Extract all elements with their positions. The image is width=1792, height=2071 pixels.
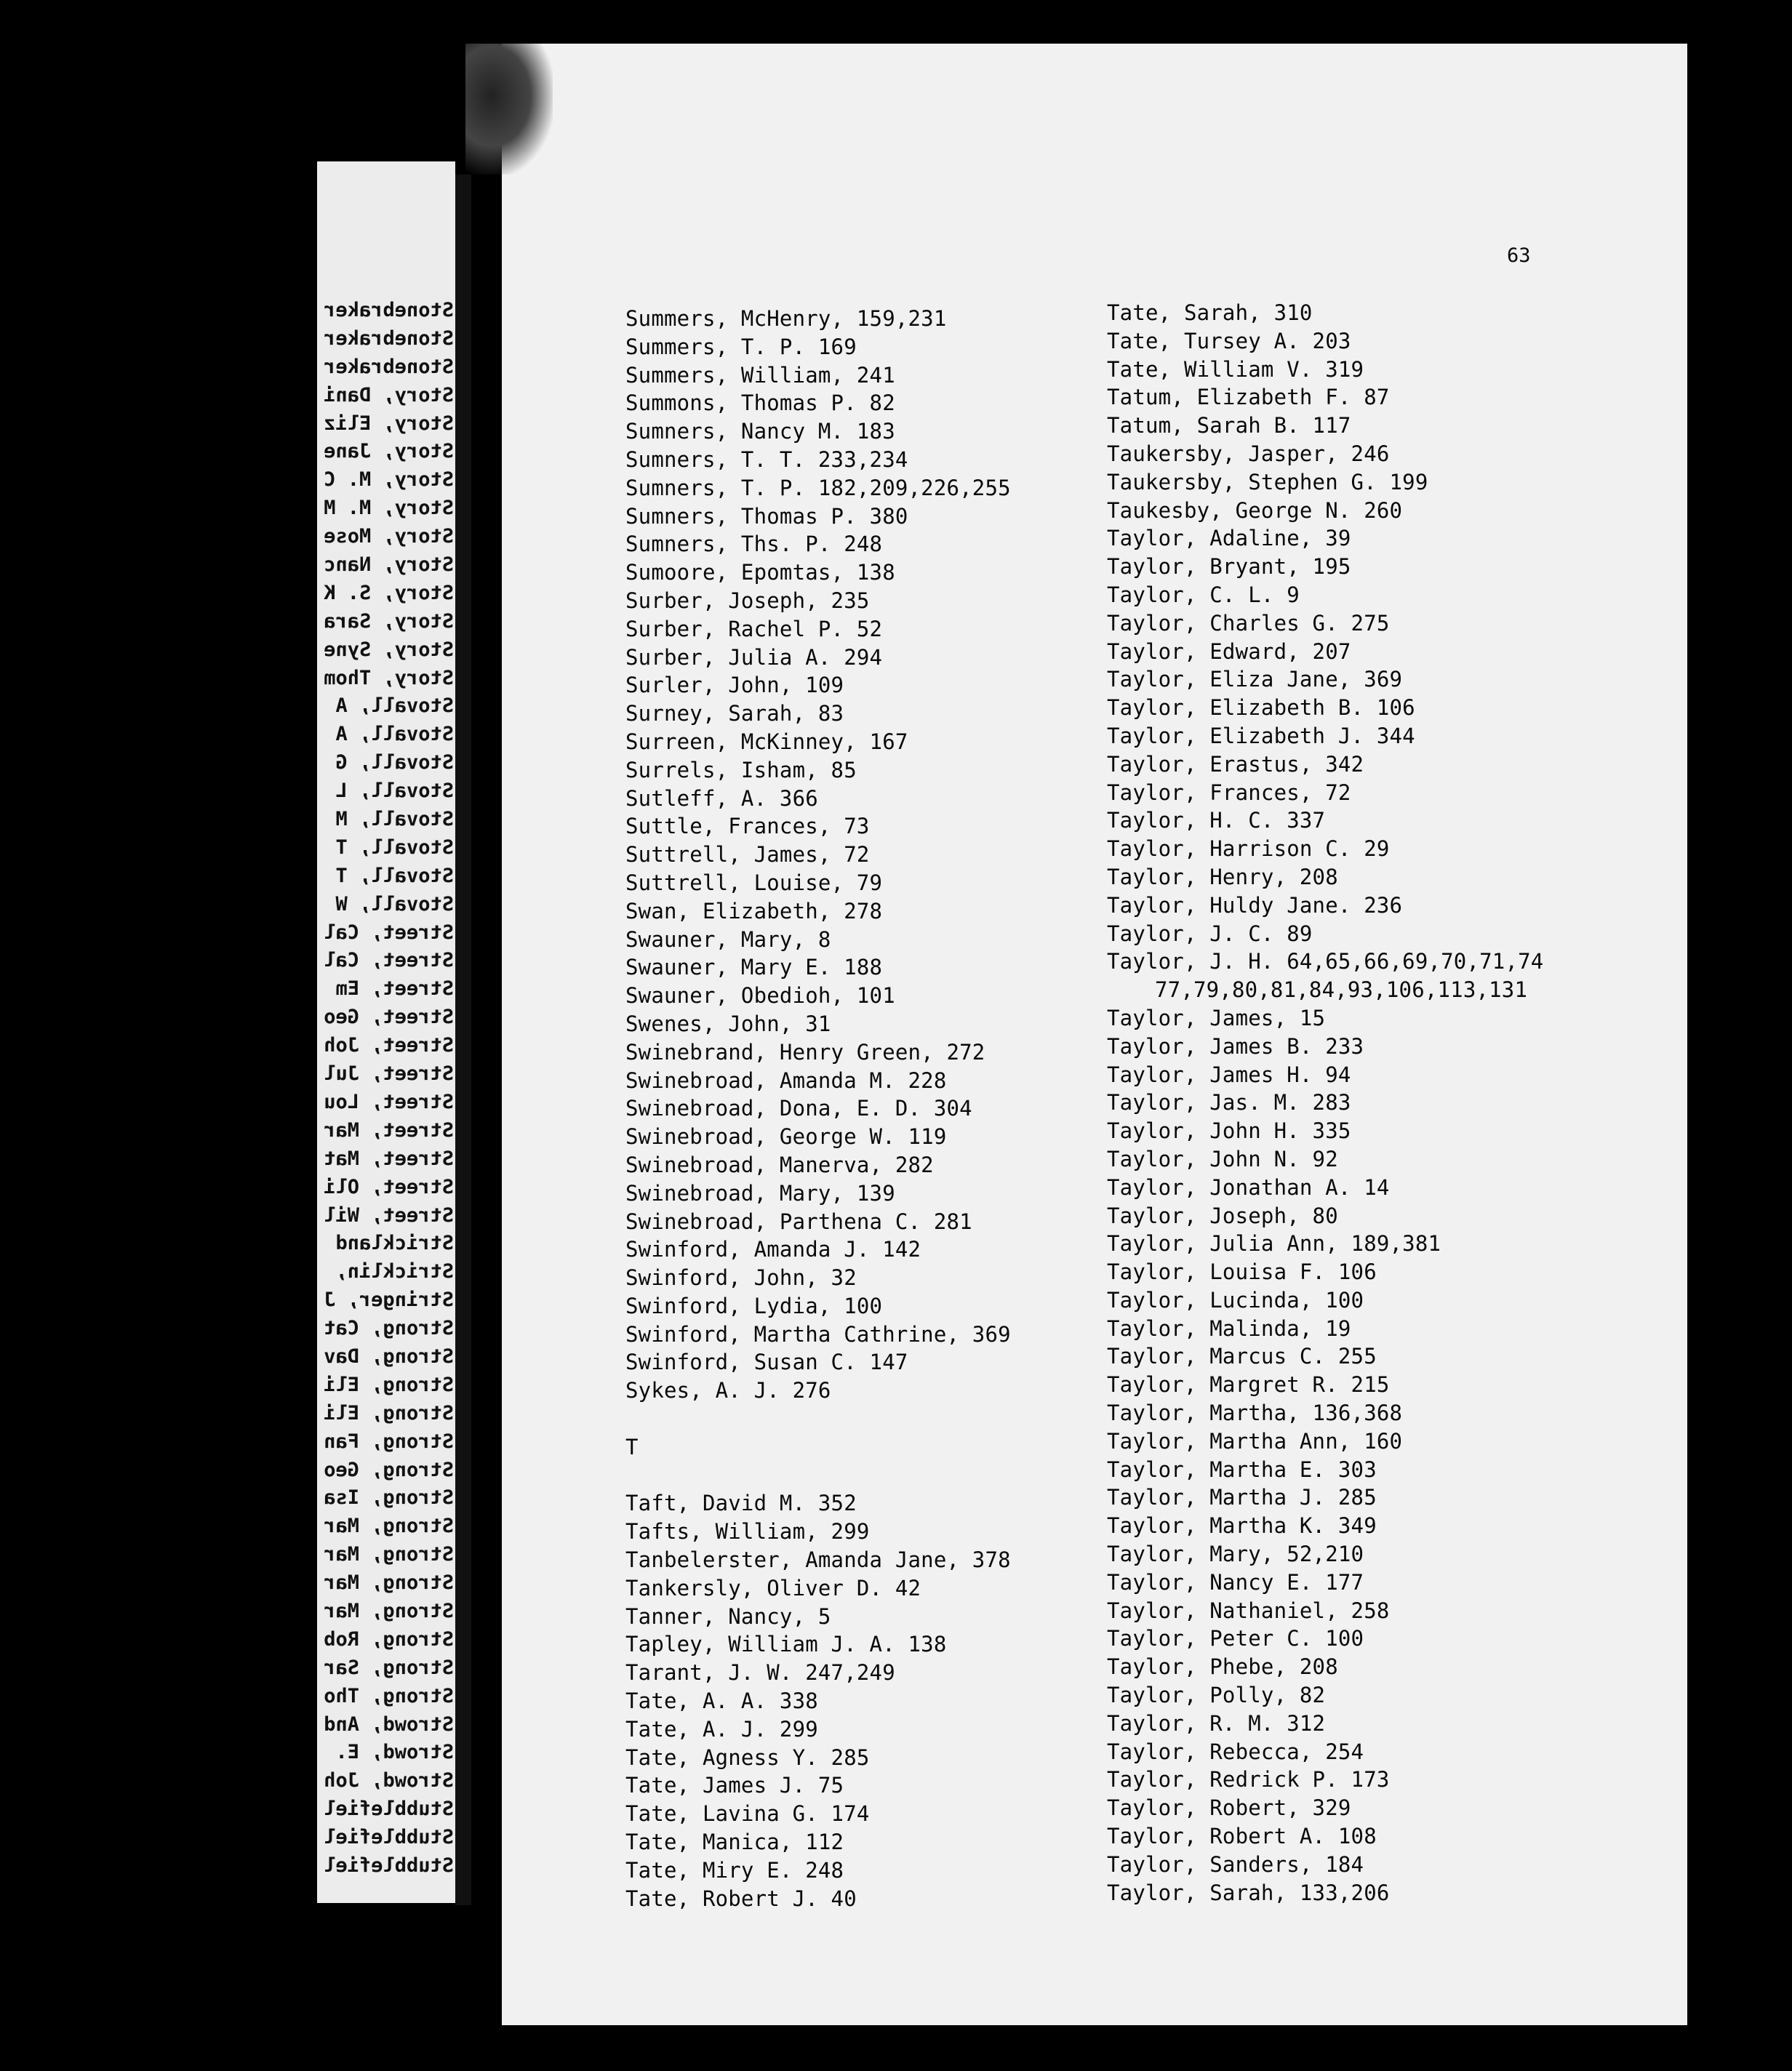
index-entry: Taylor, John N. 92 — [1107, 1146, 1338, 1171]
index-entry: Surber, Julia A. 294 — [625, 644, 883, 670]
index-entry: Taylor, Nathaniel, 258 — [1107, 1598, 1390, 1623]
facing-page-entry: Street, Cal — [324, 949, 454, 972]
index-entry: Taylor, Eliza Jane, 369 — [1107, 667, 1403, 692]
facing-page-entry: Street, Oli — [324, 1175, 454, 1198]
facing-page-entry: Strong, Mar — [324, 1515, 454, 1538]
index-entry: Taylor, Martha J. 285 — [1107, 1485, 1377, 1510]
index-entry: Swan, Elizabeth, 278 — [625, 898, 883, 924]
facing-page-entry: Strong, Mar — [324, 1571, 454, 1595]
index-entry: Taylor, J. H. 64,65,66,69,70,71,74 — [1107, 949, 1544, 974]
index-entry: Taylor, Polly, 82 — [1107, 1683, 1326, 1708]
index-entry: Taylor, Peter C. 100 — [1107, 1626, 1364, 1651]
index-entry: Taylor, Robert, 329 — [1107, 1795, 1351, 1821]
index-entry: Swauner, Mary, 8 — [625, 926, 831, 952]
page-number: 63 — [1507, 244, 1531, 267]
index-entry: Taylor, Henry, 208 — [1107, 864, 1338, 889]
facing-page-entry: Street, Em — [335, 977, 454, 1001]
index-entry: Taylor, Martha, 136,368 — [1107, 1401, 1403, 1426]
facing-page-entry: Stubblefiel — [324, 1826, 454, 1849]
index-entry: Taylor, H. C. 337 — [1107, 808, 1326, 833]
index-entry: Tate, Lavina G. 174 — [625, 1801, 870, 1827]
facing-page-entry: Street, Geo — [324, 1006, 454, 1029]
index-entry: Taukersby, Stephen G. 199 — [1107, 469, 1428, 494]
facing-page-entry: Stovall, T — [335, 836, 454, 859]
facing-page-entry: Story, Sara — [324, 609, 454, 633]
facing-page-entry: Stricklin, — [335, 1260, 454, 1283]
index-entry: Tate, Manica, 112 — [625, 1830, 844, 1855]
index-entry: Taylor, Martha K. 349 — [1107, 1513, 1377, 1539]
binding-shadow — [455, 175, 471, 1905]
index-entry: Taylor, R. M. 312 — [1107, 1710, 1326, 1736]
index-entry: Sumners, Ths. P. 248 — [625, 532, 883, 557]
index-entry: Taylor, Bryant, 195 — [1107, 554, 1351, 580]
index-entry: Taylor, Julia Ann, 189,381 — [1107, 1231, 1441, 1257]
facing-page-entry: Story, M. C — [324, 468, 454, 492]
facing-page-entry: Strong, Fan — [324, 1430, 454, 1453]
index-entry: Sykes, A. J. 276 — [625, 1378, 831, 1403]
index-entry: Tate, William V. 319 — [1107, 356, 1364, 382]
index-entry: Taylor, Margret R. 215 — [1107, 1372, 1390, 1398]
index-entry: Swinford, Martha Cathrine, 369 — [625, 1321, 1011, 1347]
facing-page-entry: Story, Nanc — [324, 553, 454, 577]
facing-page-entry: Stovall, G — [335, 751, 454, 774]
index-entry: Surber, Rachel P. 52 — [625, 616, 883, 641]
facing-page-entry: Strowd, E. — [335, 1741, 454, 1764]
index-entry: Taylor, Sarah, 133,206 — [1107, 1880, 1390, 1905]
facing-page-entry: Stubblefiel — [324, 1854, 454, 1877]
index-entry: Tatum, Sarah B. 117 — [1107, 413, 1351, 438]
facing-page-entry: Stovall, A — [335, 723, 454, 746]
index-entry: Tanbelerster, Amanda Jane, 378 — [625, 1547, 1011, 1573]
index-entry: Taylor, Harrison C. 29 — [1107, 836, 1390, 862]
index-entry: Summers, T. P. 169 — [625, 334, 857, 359]
facing-page-entry: Stonebraker — [324, 299, 454, 321]
index-entry — [625, 1462, 1091, 1490]
index-entry: Summers, William, 241 — [625, 362, 895, 388]
facing-page-entry: Strong, Sar — [324, 1656, 454, 1679]
facing-page-entry: Stovall, W — [335, 892, 454, 916]
index-column-left — [625, 305, 1091, 1912]
index-entry: Tate, A. J. 299 — [625, 1716, 818, 1742]
index-entry: Swinford, Amanda J. 142 — [625, 1237, 921, 1262]
index-entry: Taylor, Edward, 207 — [1107, 638, 1351, 664]
index-entry: Swinebroad, Amanda M. 228 — [625, 1067, 947, 1093]
facing-page-entry: Stovall, M — [335, 808, 454, 831]
index-entry: Sumners, Thomas P. 380 — [625, 503, 908, 529]
index-entry: Taylor, Nancy E. 177 — [1107, 1569, 1364, 1595]
facing-page-entry: Street, Wil — [324, 1203, 454, 1227]
index-entry: Tatum, Elizabeth F. 87 — [1107, 385, 1390, 410]
page-corner-shadow — [465, 44, 553, 175]
index-entry: Suttrell, James, 72 — [625, 842, 870, 868]
index-entry: Swinford, Lydia, 100 — [625, 1293, 883, 1318]
index-entry: Tate, Agness Y. 285 — [625, 1744, 870, 1770]
index-entry: Tate, James J. 75 — [625, 1773, 844, 1798]
index-entry: Taylor, Frances, 72 — [1107, 780, 1351, 805]
index-entry: Taylor, Erastus, 342 — [1107, 751, 1364, 777]
index-entry: Taylor, Jas. M. 283 — [1107, 1090, 1351, 1115]
index-entry: Tankersly, Oliver D. 42 — [625, 1575, 921, 1601]
index-entry: Swinebroad, Dona, E. D. 304 — [625, 1096, 972, 1121]
index-entry: Taylor, Martha Ann, 160 — [1107, 1428, 1403, 1454]
index-entry: Swinebroad, Mary, 139 — [625, 1180, 895, 1206]
index-entry: Taylor, Adaline, 39 — [1107, 526, 1351, 551]
index-entry: 77,79,80,81,84,93,106,113,131 — [1155, 977, 1528, 1003]
index-entry: Taylor, Elizabeth J. 344 — [1107, 723, 1415, 748]
index-entry: Swinebroad, Manerva, 282 — [625, 1152, 934, 1177]
facing-page-entry: Strong, Geo — [324, 1458, 454, 1481]
facing-page-entry: Street, Jul — [324, 1062, 454, 1086]
index-entry: Tate, A. A. 338 — [625, 1689, 818, 1714]
index-entry: Taylor, Joseph, 80 — [1107, 1203, 1338, 1228]
facing-page-entry: Story, Dani — [324, 383, 454, 406]
index-entry: Summons, Thomas P. 82 — [625, 390, 895, 416]
index-entry: Surber, Joseph, 235 — [625, 588, 870, 613]
facing-page-entry: Stovall, L — [335, 780, 454, 803]
index-entry: Sumoore, Epomtas, 138 — [625, 560, 895, 585]
facing-page-entry: Stovall, T — [335, 864, 454, 887]
index-entry: Sumners, T. T. 233,234 — [625, 446, 908, 472]
facing-page-entry: Strong, Dav — [324, 1345, 454, 1368]
index-entry: Tate, Miry E. 248 — [625, 1857, 844, 1883]
index-entry: Taylor, Martha E. 303 — [1107, 1457, 1377, 1482]
index-entry: Suttrell, Louise, 79 — [625, 870, 883, 895]
index-entry: Tate, Robert J. 40 — [625, 1886, 857, 1911]
index-entry: Taylor, Sanders, 184 — [1107, 1851, 1364, 1877]
index-entry — [625, 1405, 1091, 1433]
index-entry: Taylor, Jonathan A. 14 — [1107, 1174, 1390, 1200]
facing-page-entry: Story, Eliz — [324, 412, 454, 435]
index-entry: Tanner, Nancy, 5 — [625, 1603, 831, 1629]
index-entry: Taylor, Marcus C. 255 — [1107, 1344, 1377, 1369]
index-entry: Surrels, Isham, 85 — [625, 757, 857, 782]
index-entry: Swinford, Susan C. 147 — [625, 1350, 908, 1375]
index-entry: Taylor, James B. 233 — [1107, 1033, 1364, 1059]
facing-page-entry: Story, Syne — [324, 638, 454, 661]
facing-page-entry: Strong, Isa — [324, 1486, 454, 1510]
facing-page-entry: Stringer, J — [324, 1289, 454, 1312]
index-entry: Tafts, William, 299 — [625, 1519, 870, 1545]
facing-page-entry: Street, Mar — [324, 1118, 454, 1142]
index-entry: Surney, Sarah, 83 — [625, 701, 844, 726]
index-entry: Taylor, Huldy Jane. 236 — [1107, 892, 1403, 918]
index-entry: Taukersby, Jasper, 246 — [1107, 441, 1390, 466]
index-entry: Taylor, Rebecca, 254 — [1107, 1739, 1364, 1764]
facing-page-entry: Story, Mose — [324, 525, 454, 548]
facing-page-entry: Story, S. K — [324, 581, 454, 604]
index-entry: Tapley, William J. A. 138 — [625, 1632, 947, 1657]
index-entry: Taylor, C. L. 9 — [1107, 582, 1300, 607]
index-entry: Surler, John, 109 — [625, 673, 844, 698]
index-entry: Taylor, Lucinda, 100 — [1107, 1287, 1364, 1313]
facing-page-entry: Street, Cal — [324, 921, 454, 944]
facing-page-entry: Strong, Eli — [324, 1373, 454, 1396]
index-entry: Tate, Sarah, 310 — [1107, 300, 1313, 325]
index-column-right — [1107, 299, 1674, 1907]
facing-page-entry: Stubblefiel — [324, 1798, 454, 1821]
index-entry: Taylor, Louisa F. 106 — [1107, 1259, 1377, 1285]
facing-page-entry: Stonebraker — [324, 355, 454, 378]
index-entry: Sumners, T. P. 182,209,226,255 — [625, 475, 1011, 500]
index-entry: Swinebrand, Henry Green, 272 — [625, 1039, 985, 1065]
index-entry: Swenes, John, 31 — [625, 1011, 831, 1036]
facing-page-entry: Stovall, A — [335, 694, 454, 718]
facing-page-entry: Street, Lou — [324, 1090, 454, 1113]
index-entry: Taylor, John H. 335 — [1107, 1118, 1351, 1144]
facing-page-index-column — [319, 297, 454, 1880]
facing-page-entry: Street, Joh — [324, 1034, 454, 1057]
index-entry: Swinebroad, George W. 119 — [625, 1124, 947, 1150]
facing-page-entry: Strong, Cat — [324, 1317, 454, 1340]
index-entry: Taylor, Elizabeth B. 106 — [1107, 695, 1415, 721]
index-entry: Taylor, James H. 94 — [1107, 1062, 1351, 1087]
index-entry: Taukesby, George N. 260 — [1107, 497, 1403, 523]
index-entry: Taylor, Robert A. 108 — [1107, 1824, 1377, 1849]
index-entry: Sumners, Nancy M. 183 — [625, 419, 895, 444]
facing-page-entry: Strickland — [335, 1232, 454, 1255]
index-entry: Swauner, Mary E. 188 — [625, 955, 883, 980]
index-entry: Swauner, Obedioh, 101 — [625, 983, 895, 1009]
index-entry: Taylor, Malinda, 19 — [1107, 1315, 1351, 1341]
index-entry: Tarant, J. W. 247,249 — [625, 1660, 895, 1686]
index-entry: Taylor, J. C. 89 — [1107, 921, 1313, 946]
index-entry: Taylor, Phebe, 208 — [1107, 1654, 1338, 1680]
index-entry: Taft, David M. 352 — [625, 1491, 857, 1516]
index-entry: T — [625, 1434, 639, 1459]
facing-page-entry: Story, M. M — [324, 497, 454, 520]
facing-page-entry: Stonebraker — [324, 327, 454, 350]
index-entry: Surreen, McKinney, 167 — [625, 729, 908, 754]
facing-page-entry: Story, Thom — [324, 666, 454, 689]
index-entry: Taylor, Redrick P. 173 — [1107, 1767, 1390, 1792]
facing-page-entry: Street, Mat — [324, 1147, 454, 1170]
facing-page-entry: Strong, Tho — [324, 1684, 454, 1707]
index-entry: Suttle, Frances, 73 — [625, 814, 870, 839]
facing-page-entry: Strowd, And — [324, 1713, 454, 1736]
facing-page-entry: Strowd, Joh — [324, 1769, 454, 1792]
index-entry: Swinford, John, 32 — [625, 1265, 857, 1291]
index-entry: Tate, Tursey A. 203 — [1107, 328, 1351, 353]
facing-page-entry: Strong, Mar — [324, 1543, 454, 1566]
facing-page-entry: Strong, Eli — [324, 1401, 454, 1425]
facing-page-entry: Strong, Mar — [324, 1599, 454, 1622]
index-entry: Summers, McHenry, 159,231 — [625, 306, 947, 331]
index-entry: Sutleff, A. 366 — [625, 785, 818, 811]
index-entry: Swinebroad, Parthena C. 281 — [625, 1209, 972, 1234]
index-entry: Taylor, Charles G. 275 — [1107, 610, 1390, 636]
index-entry: Taylor, Mary, 52,210 — [1107, 1542, 1364, 1567]
facing-page-entry: Story, Jane — [324, 440, 454, 463]
index-entry: Taylor, James, 15 — [1107, 1005, 1326, 1030]
facing-page-entry: Strong, Rob — [324, 1627, 454, 1651]
